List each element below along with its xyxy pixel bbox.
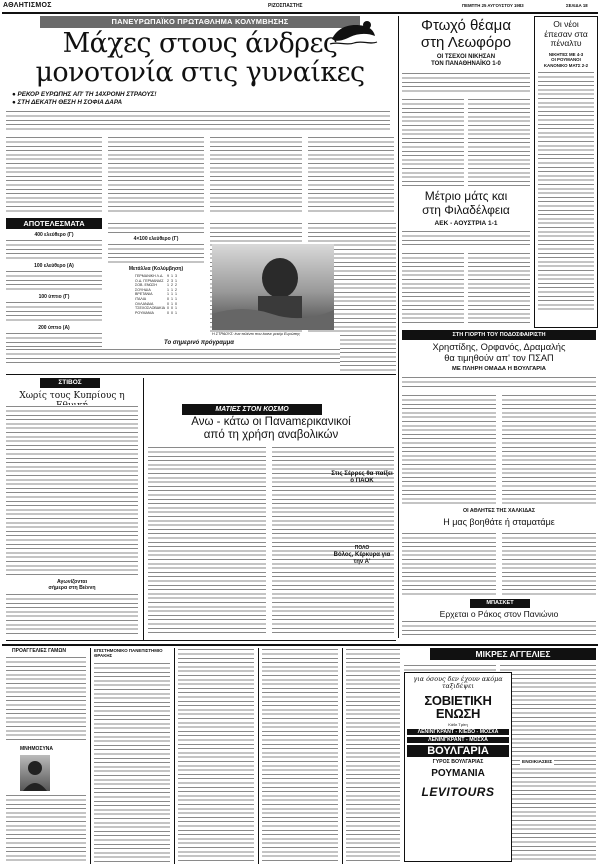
doping-headline-2: από τη χρήση αναβολικών — [203, 429, 339, 441]
psap-body-2 — [502, 394, 596, 504]
pao-subhead-1: ΟΙ ΤΣΕΧΟΙ ΝΙΚΗΣΑΝ — [436, 54, 496, 60]
swimming-banner — [40, 16, 360, 28]
travel-route-2: ΛΕΝΙΝΓΚΡΑΝΤ - ΜΟΣΧΑ — [407, 737, 509, 743]
medals-title: Μετάλλια (Κολύμβηση) — [128, 266, 184, 272]
psap-body-1 — [402, 394, 496, 504]
swimming-body-col-4 — [308, 136, 394, 214]
center-divider — [143, 378, 144, 640]
medals-count: 0 — [166, 296, 169, 301]
travel-script-1: για όσους δεν έχουν ακόμα — [413, 675, 503, 683]
cyprus-headline: Χωρίς τους Κυπρίους η — [19, 391, 125, 401]
polo-title: Βόλος, Κέρκυρα για την Α' — [333, 552, 391, 565]
cyprus-body-2 — [6, 593, 138, 637]
medals-count: 2 — [174, 287, 177, 292]
travel-route-1: ΛΕΝΙΝΓΚΡΑΝΤ - ΚΙΕΒΟ - ΜΟΣΧΑ — [407, 729, 509, 735]
medals-count: 1 — [174, 292, 177, 297]
doping-headline — [146, 416, 396, 442]
cyprus-body-1 — [6, 405, 138, 575]
travel-ad-script — [405, 676, 511, 690]
travel-country-1b: ΕΝΩΣΗ — [435, 706, 481, 721]
pao-headline — [402, 17, 530, 51]
medals-count: 0 — [166, 301, 169, 306]
medals-count: 3 — [174, 274, 177, 278]
pao-headline-2: στη Λεωφόρο — [420, 34, 512, 51]
juniors-line-3: ΚΑΝΟΝΙΚΟ ΜΑΤΣ 2-2 — [543, 62, 589, 68]
aek-lead — [402, 230, 530, 248]
travel-departure-1: Κάθε Τρίτη — [448, 722, 468, 727]
medals-count: 1 — [174, 278, 177, 283]
swimming-bullet-2: ● ΣΤΗ ΔΕΚΑΤΗ ΘΕΣΗ Η ΣΟΦΙΑ ΔΑΡΑ — [12, 99, 123, 106]
pao-headline-1: Φτωχό θέαμα — [421, 17, 511, 34]
juniors-box — [534, 16, 598, 328]
halkida-body-1 — [402, 532, 496, 596]
cyprus-sub — [6, 579, 138, 591]
classifieds-top-rule — [2, 644, 598, 646]
medals-count: 1 — [174, 310, 177, 315]
juniors-line-2: ΟΙ ΡΟΥΜΑΝΟΙ — [551, 57, 581, 62]
relay-title: 4×100 ελεύθερο (Γ) — [133, 236, 179, 242]
medals-count: 1 — [170, 287, 173, 292]
medals-count: 0 — [170, 310, 173, 315]
classifieds-header: ΜΙΚΡΕΣ ΑΓΓΕΛΙΕΣ — [430, 648, 596, 660]
halkida-headline: Η μας βοηθάτε ή σταματάμε — [443, 517, 555, 527]
medals-country: ΓΕΡΜΑΝΙΚΗ Λ.Δ. — [135, 274, 164, 278]
medals-country: Ο.Δ. ΓΕΡΜΑΝΙΑΣ — [135, 278, 164, 283]
medals-country: ΒΡΕΤΑΝΙΑ — [135, 292, 153, 297]
medals-country: ΣΟΒ. ΕΝΩΣΗ — [135, 283, 157, 288]
aek-body-1 — [402, 252, 464, 324]
doping-body-1 — [148, 446, 266, 636]
doping-bottom-rule — [6, 640, 396, 641]
medals-country: ΡΟΥΜΑΝΙΑ — [135, 310, 154, 315]
swimming-banner-text: ΠΑΝΕΥΡΩΠΑΪΚΟ ΠΡΩΤΑΘΛΗΜΑ ΚΟΛΥΜΒΗΣΗΣ — [111, 17, 289, 26]
pao-body-1 — [402, 98, 464, 186]
medals-count: 3 — [170, 278, 173, 283]
medals-count: 2 — [166, 278, 169, 283]
swimming-headline-line-1: Μάχες στους άνδρες — [62, 28, 338, 59]
event-title-3: 100 ύπτιο (Γ) — [38, 294, 70, 300]
psap-headline — [402, 342, 596, 364]
swimming-lead-text — [6, 110, 390, 132]
results-banner: ΑΠΟΤΕΛΕΣΜΑΤΑ — [6, 218, 102, 229]
event-title-4: 200 ύπτιο (Α) — [38, 325, 70, 331]
medals-count: 1 — [170, 274, 173, 278]
travel-country-2: ΒΟΥΛΓΑΡΙΑ — [407, 745, 509, 757]
medals-count: 0 — [170, 306, 173, 311]
medals-row — [134, 274, 178, 279]
aek-score: ΑΕΚ - ΑΟΥΣΤΡΙΑ 1-1 — [434, 220, 498, 227]
classifieds-col2-body — [94, 662, 170, 862]
juniors-box-title — [535, 20, 597, 49]
cyprus-sub-1: Αγωνίζονται — [56, 579, 88, 585]
issue-date: ΠΕΜΠΤΗ 25 ΑΥΓΟΥΣΤΟΥ 1983 — [462, 3, 524, 8]
masthead: ΡΙΖΟΣΠΑΣΤΗΣ — [268, 3, 303, 9]
swimming-bullet-1: ● ΡΕΚΟΡ ΕΥΡΩΠΗΣ ΑΠ' ΤΗ 14ΧΡΟΝΗ ΣΤΡΑΟΥΣ! — [12, 91, 157, 98]
basket-body — [402, 620, 596, 636]
medals-count: 0 — [166, 306, 169, 311]
right-divider — [398, 16, 399, 638]
classifieds-col1-body-2 — [6, 794, 86, 862]
event-title-2: 100 ελεύθερο (Α) — [34, 263, 74, 269]
today-program — [6, 340, 392, 370]
psap-headline-2: θα τιμηθούν απ' τον ΠΣΑΠ — [444, 353, 554, 363]
aek-headline-2: στη Φιλαδέλφεια — [422, 202, 510, 217]
athletics-kicker: ΣΤΙΒΟΣ — [40, 378, 100, 388]
swimming-body-col-3 — [210, 136, 302, 214]
photo-swimmer-icon — [212, 244, 334, 330]
travel-country-1a: ΣΟΒΙΕΤΙΚΗ — [424, 693, 492, 708]
juniors-title-3: πέναλτυ — [550, 38, 582, 48]
doping-kicker: ΜΑΤΙΕΣ ΣΤΟΝ ΚΟΣΜΟ — [182, 404, 322, 415]
pao-body-2 — [468, 98, 530, 186]
cyprus-sub-2: σήμερα στη Βιέννη — [48, 585, 96, 591]
juniors-box-sub — [535, 52, 597, 69]
pao-subhead-2: ΤΟΝ ΠΑΝΑΘΗΝΑΪΚΟ 1-0 — [431, 61, 501, 67]
classifieds-col2-title: ΕΠΙΣΤΗΜΟΝΙΚΟ ΠΑΝΕΠΙΣΤΗΜΙΟ ΘΡΑΚΗΣ — [94, 648, 163, 659]
travel-country-1 — [405, 694, 511, 720]
medals-count: 1 — [170, 301, 173, 306]
medals-country: ΙΤΑΛΙΑ — [135, 296, 147, 301]
medals-table — [134, 274, 178, 315]
swimming-body-col-2 — [108, 136, 204, 214]
medals-count: 1 — [166, 287, 169, 292]
today-program-title: Το σημερινό πρόγραμμα — [164, 340, 234, 346]
medals-country: ΟΛΛΑΝΔΙΑ — [135, 301, 154, 306]
juniors-title-2: έπεσαν στα — [544, 28, 588, 39]
medals-count: 1 — [166, 283, 169, 288]
doping-headline-1: Ανω - κάτω οι Πανamερικανικοί — [191, 416, 351, 428]
classifieds-col5-body — [346, 648, 400, 862]
basket-kicker: ΜΠΑΣΚΕΤ — [470, 599, 530, 608]
classifieds-col1-sub: ΜΝΗΜΟΣΥΝΑ — [20, 746, 53, 752]
section-label: ΑΘΛΗΤΙΣΜΟΣ — [3, 2, 52, 9]
medals-country: ΣΟΥΗΔΙΑ — [135, 287, 151, 292]
juniors-title-1: Οι νέοι — [553, 19, 579, 29]
classifieds-col4-body — [262, 648, 338, 862]
psap-kicker: ΣΤΗ ΓΙΟΡΤΗ ΤΟΥ ΠΟΔΟΣΦΑΙΡΙΣΤΗ — [402, 330, 596, 340]
medals-count: 2 — [174, 283, 177, 288]
event-title-1: 400 ελεύθερο (Γ) — [34, 232, 74, 238]
swimming-headline — [35, 29, 365, 87]
portrait-icon — [20, 755, 50, 791]
travel-route-3: ΓΥΡΟΣ ΒΟΥΛΓΑΡΙΑΣ — [432, 759, 484, 765]
pao-lead — [402, 72, 530, 94]
travel-country-3: ΡΟΥΜΑΝΙΑ — [431, 768, 485, 779]
page-number: ΣΕΛΙΔΑ 18 — [566, 3, 588, 8]
medals-count: 1 — [174, 306, 177, 311]
medals-count: 0 — [174, 301, 177, 306]
medals-row — [134, 311, 178, 316]
halkida-kicker: ΟΙ ΑΘΛΗΤΕΣ ΤΗΣ ΧΑΛΚΙΔΑΣ — [462, 508, 535, 514]
aek-headline-1: Μέτριο μάτς και — [424, 189, 508, 203]
psap-lead — [402, 376, 596, 390]
travel-brand: LEVITOURS — [421, 785, 495, 799]
swimming-body-col-1 — [6, 136, 102, 214]
psap-subhead: ΜΕ ΠΛΗΡΗ ΟΜΑΔΑ Η ΒΟΥΛΓΑΡΙΑ — [452, 366, 546, 372]
medals-country: ΤΣΕΧΟΣΛΟΒΑΚΙΑ — [135, 306, 165, 311]
medals-count: 0 — [166, 310, 169, 315]
rentals-title: ΕΝΟΙΚΙΑΣΕΙΣ — [522, 760, 553, 765]
basket-headline: Ερχεται ο Ράκος στον Πανιώνιο — [439, 609, 559, 619]
medals-count: 2 — [170, 283, 173, 288]
pao-serres-title: Στις Σέρρες θα παίξει ο ΠΑΟΚ — [331, 470, 393, 484]
classifieds-col3-body — [178, 648, 254, 862]
classifieds-col1-body — [6, 656, 86, 742]
medals-count: 1 — [170, 292, 173, 297]
medals-count: 1 — [174, 296, 177, 301]
header-rule — [2, 12, 598, 14]
aek-body-2 — [468, 252, 530, 324]
travel-ad[interactable] — [404, 672, 512, 862]
memorial-portrait — [20, 755, 50, 791]
aek-headline — [402, 190, 530, 217]
classifieds-col1-title: ΠΡΟΑΓΓΕΛΙΕΣ ΓΑΜΩΝ — [12, 648, 66, 654]
pao-subhead — [402, 54, 530, 68]
medals-count: 1 — [170, 296, 173, 301]
swimming-bottom-rule — [6, 374, 396, 375]
medals-count: 1 — [166, 292, 169, 297]
polo-kicker: ΠΟΛΟ — [354, 545, 370, 551]
swimming-headline-line-2: μονοτονία στις γυναίκες — [35, 57, 365, 88]
halkida-body-2 — [502, 532, 596, 596]
medals-count: 9 — [166, 274, 169, 278]
photo-caption: Η ΣΤΡΑΟΥΣ: ένα ταλέντο που έκανε ρεκόρ Ευρώπης — [212, 332, 301, 336]
psap-headline-1: Χρηστίδης, Ορφανός, Δραμαλής — [432, 342, 566, 352]
juniors-line-1: ΝΙΚΗΤΕΣ ΜΕ 4-3 — [548, 51, 584, 57]
swimmer-photo — [212, 244, 334, 330]
travel-script-2: ταξιδέψει — [441, 682, 475, 690]
side-col-a — [340, 222, 396, 372]
